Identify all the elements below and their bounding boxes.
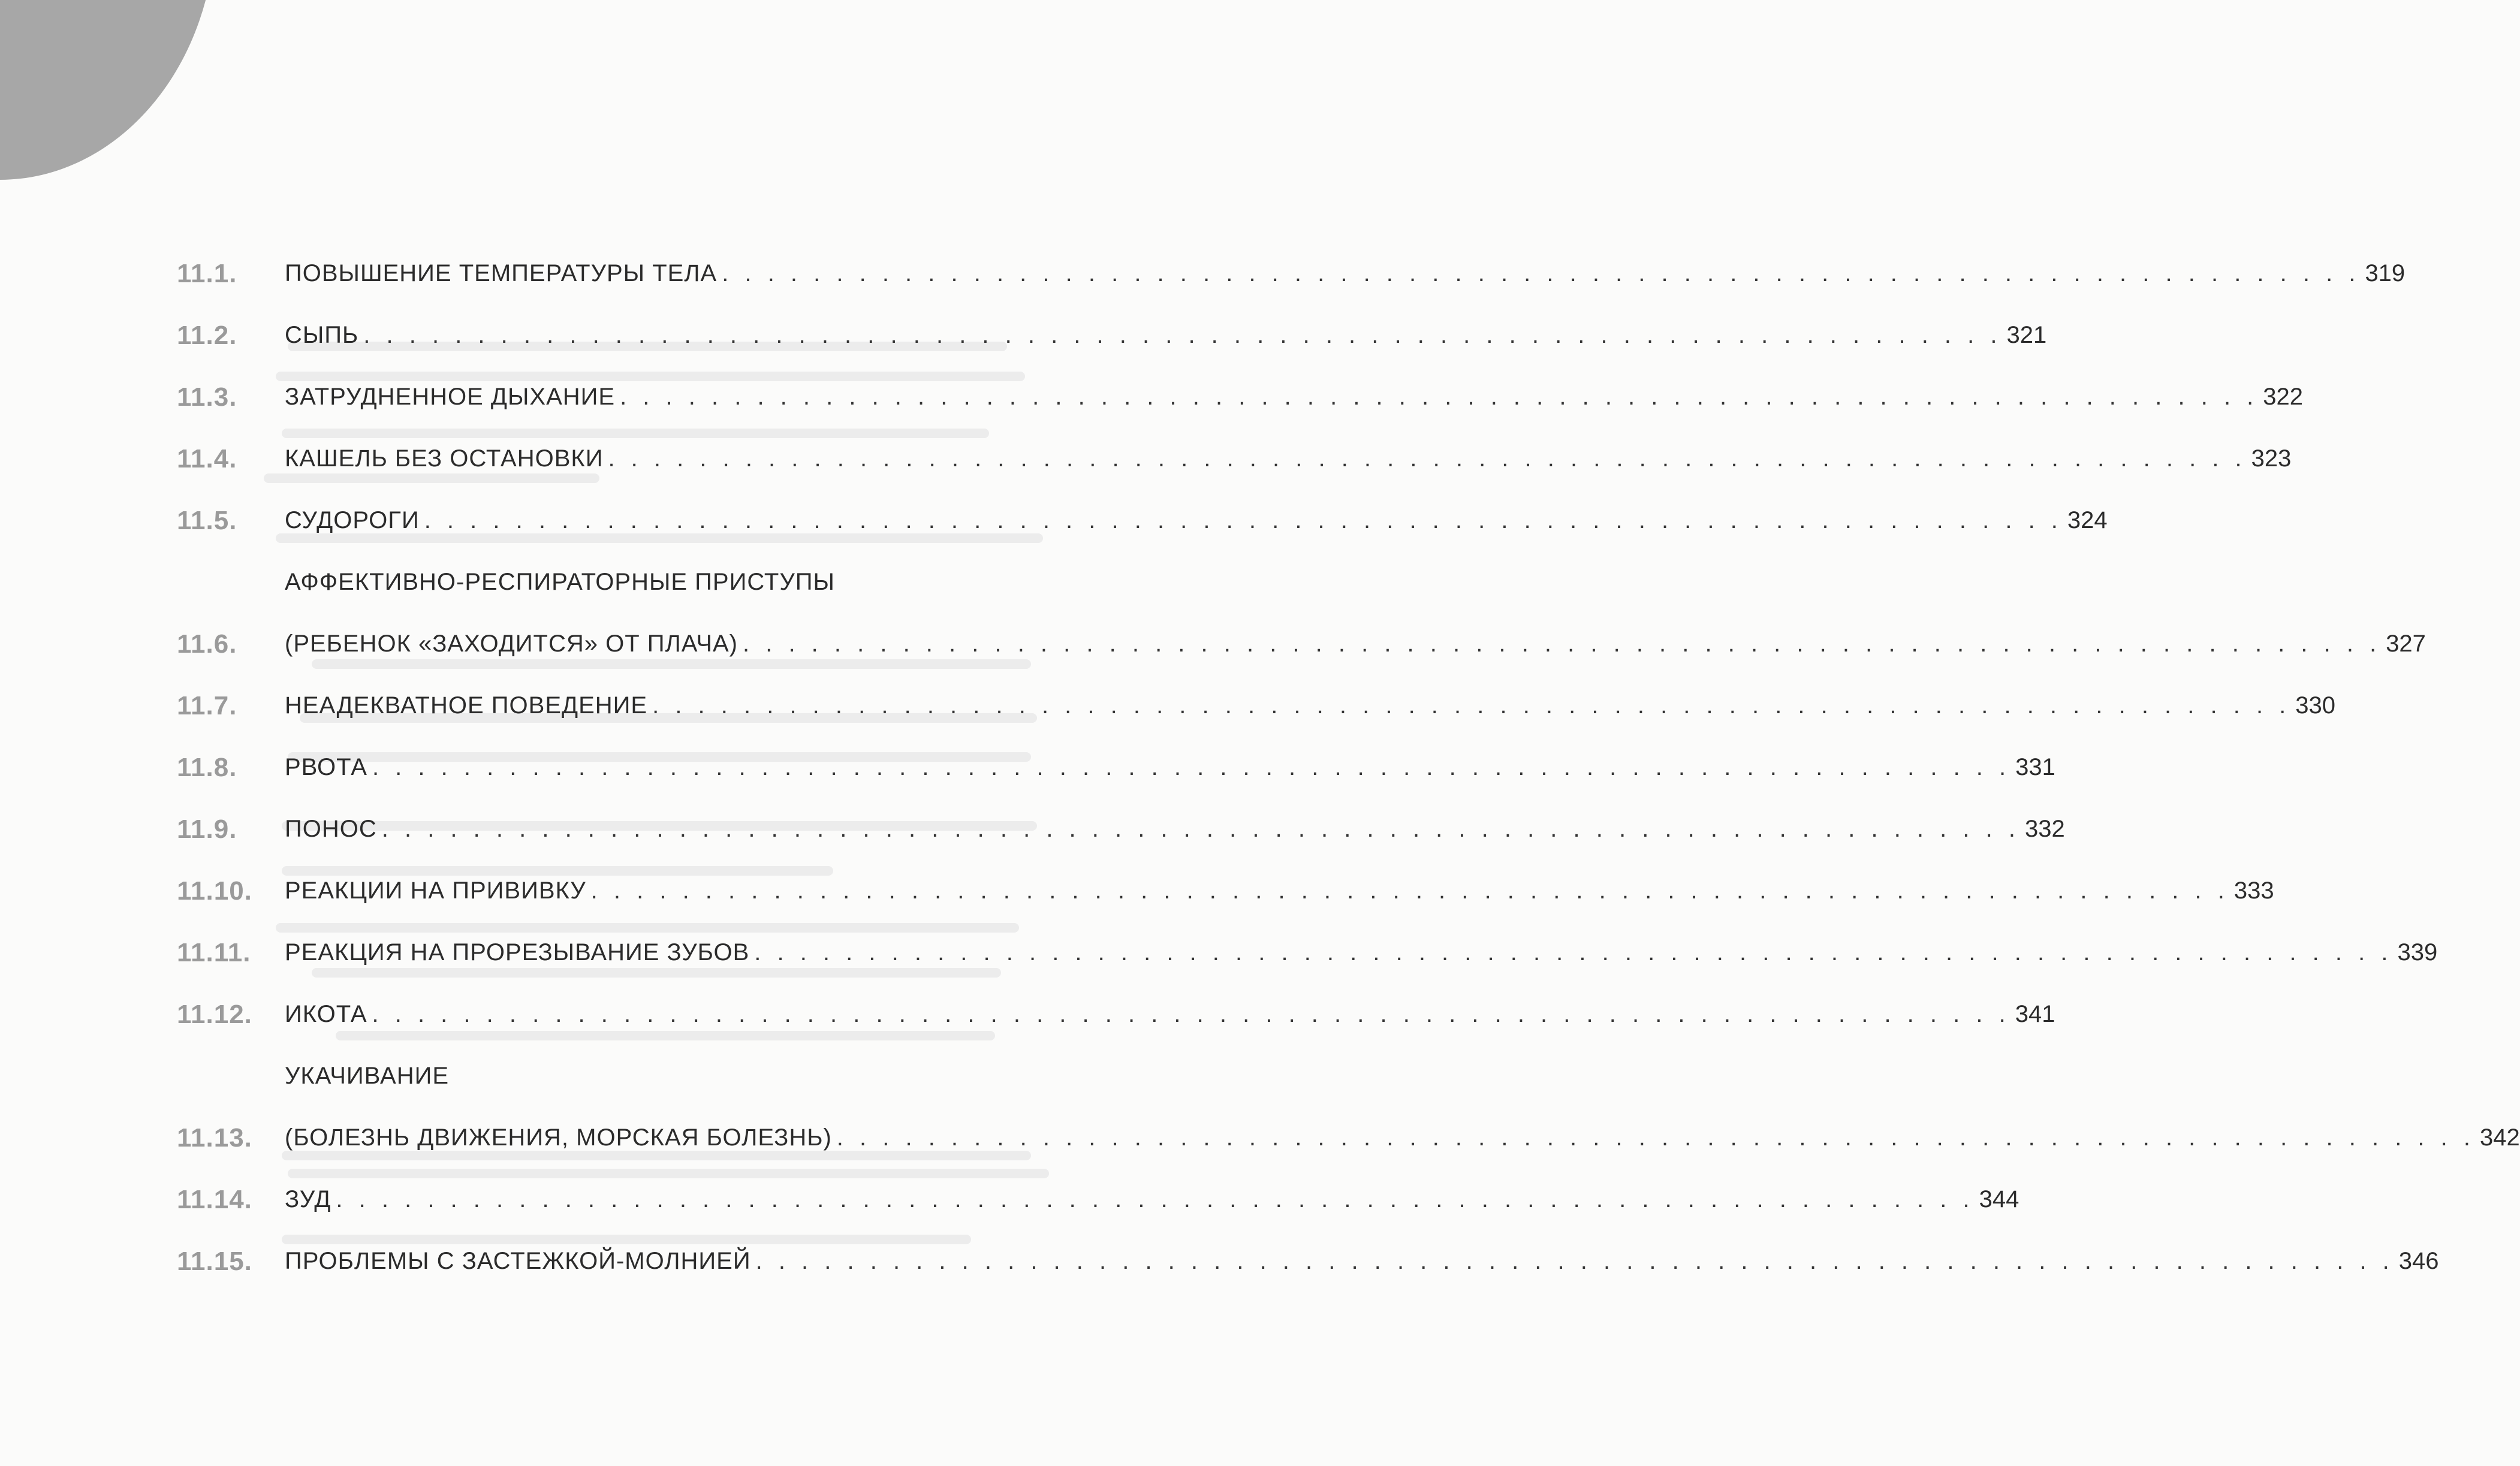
toc-entry-title: (БОЛЕЗНЬ ДВИЖЕНИЯ, МОРСКАЯ БОЛЕЗНЬ) [285, 1124, 832, 1151]
toc-entry-number: 11.3. [177, 382, 237, 412]
dot-leader [743, 613, 2381, 675]
toc-entry-number: 11.8. [177, 753, 237, 782]
toc-entry-row [285, 737, 2055, 798]
toc-entry-body [285, 490, 2108, 551]
dot-leader [382, 798, 2020, 860]
toc-entry-body [285, 1230, 2439, 1292]
toc-entry-title-line1: АФФЕКТИВНО-РЕСПИРАТОРНЫЕ ПРИСТУПЫ [285, 569, 835, 595]
toc-entry-title: ПОНОС [285, 816, 377, 842]
toc-entry-row [285, 984, 2055, 1045]
dot-leader [756, 1230, 2394, 1292]
toc-entry-title: РЕАКЦИЯ НА ПРОРЕЗЫВАНИЕ ЗУБОВ [285, 939, 750, 966]
toc-entry-title: СУДОРОГИ [285, 507, 420, 533]
toc-entry-number: 11.6. [177, 629, 237, 659]
toc-entry-page: 327 [2386, 631, 2426, 657]
toc-entry[interactable] [177, 860, 2274, 922]
toc-entry[interactable] [177, 304, 2047, 366]
toc-entry-title: ЗУД [285, 1186, 331, 1212]
toc-entry-body [285, 798, 2065, 860]
toc-entry-body [285, 737, 2055, 798]
toc-entry-row [285, 428, 2291, 490]
toc-entry-row [285, 1107, 2520, 1169]
dot-leader [652, 675, 2290, 737]
toc-entry-body [285, 1045, 2520, 1169]
toc-entry[interactable] [177, 366, 2304, 428]
toc-entry-row [285, 613, 2426, 675]
toc-entry-row [285, 366, 2303, 428]
toc-entry[interactable] [177, 922, 2438, 984]
toc-entry-page: 319 [2365, 260, 2406, 286]
toc-entry-page: 321 [2006, 322, 2047, 348]
dot-leader [363, 304, 2001, 366]
toc-entry-page: 342 [2480, 1124, 2520, 1151]
toc-entry-body [285, 551, 2426, 675]
toc-entry-number: 11.9. [177, 815, 237, 844]
toc-entry-title: ИКОТА [285, 1001, 367, 1027]
toc-entry-page: 331 [2015, 754, 2055, 780]
toc-entry-row [285, 304, 2046, 366]
toc-entry-body [285, 984, 2055, 1045]
toc-entry-number: 11.5. [177, 506, 237, 535]
toc-entry[interactable] [177, 1230, 2439, 1292]
toc-entry-title: РВОТА [285, 754, 367, 780]
toc-entry-number: 11.4. [177, 444, 237, 473]
table-of-contents [177, 243, 2520, 1292]
toc-entry-row [285, 1169, 2019, 1230]
toc-entry-row [285, 798, 2065, 860]
toc-entry-page: 339 [2397, 939, 2438, 966]
toc-entry-body [285, 304, 2046, 366]
toc-entry[interactable] [177, 551, 2426, 675]
toc-entry-title: (РЕБЕНОК «ЗАХОДИТСЯ» ОТ ПЛАЧА) [285, 631, 738, 657]
dot-leader [620, 366, 2258, 428]
toc-entry[interactable] [177, 798, 2065, 860]
dot-leader [336, 1169, 1974, 1230]
toc-entry-body [285, 428, 2291, 490]
dot-leader [372, 737, 2010, 798]
dot-leader [837, 1107, 2475, 1169]
toc-entry-title: КАШЕЛЬ БЕЗ ОСТАНОВКИ [285, 445, 604, 472]
toc-entry-number: 11.12. [177, 1000, 252, 1029]
decorative-circle [0, 0, 216, 180]
toc-entry-row [285, 860, 2274, 922]
toc-entry-number: 11.13. [177, 1123, 252, 1153]
toc-entry-page: 322 [2263, 384, 2304, 410]
dot-leader [754, 922, 2392, 984]
dot-leader [608, 428, 2246, 490]
dot-leader [424, 490, 2063, 551]
toc-entry-number: 11.7. [177, 691, 237, 720]
toc-entry-page: 332 [2024, 816, 2065, 842]
toc-entry-number: 11.15. [177, 1247, 252, 1276]
toc-entry-number: 11.10. [177, 876, 252, 906]
toc-entry-number: 11.2. [177, 321, 237, 350]
dot-leader [722, 243, 2360, 304]
toc-entry-row [285, 243, 2405, 304]
dot-leader [591, 860, 2229, 922]
toc-entry-title: НЕАДЕКВАТНОЕ ПОВЕДЕНИЕ [285, 692, 648, 719]
toc-entry-page: 330 [2295, 692, 2336, 719]
toc-entry[interactable] [177, 1045, 2520, 1169]
toc-entry[interactable] [177, 243, 2406, 304]
toc-entry-number: 11.1. [177, 259, 237, 288]
toc-entry-title: СЫПЬ [285, 322, 359, 348]
toc-entry-row [285, 490, 2108, 551]
toc-entry[interactable] [177, 737, 2055, 798]
toc-entry-body [285, 675, 2335, 737]
toc-entry-page: 333 [2233, 877, 2274, 904]
toc-entry[interactable] [177, 675, 2336, 737]
toc-entry-body [285, 1169, 2019, 1230]
toc-entry-number: 11.11. [177, 938, 251, 967]
toc-entry-number: 11.14. [177, 1185, 252, 1214]
toc-entry-page: 324 [2067, 507, 2108, 533]
toc-entry-row [285, 1230, 2439, 1292]
toc-entry-body [285, 243, 2405, 304]
toc-entry[interactable] [177, 984, 2055, 1045]
toc-entry-title: ПРОБЛЕМЫ С ЗАСТЕЖКОЙ-МОЛНИЕЙ [285, 1248, 751, 1274]
toc-entry[interactable] [177, 428, 2292, 490]
toc-entry-page: 323 [2251, 445, 2292, 472]
toc-entry-page: 346 [2398, 1248, 2439, 1274]
dot-leader [372, 984, 2010, 1045]
toc-entry-row [285, 922, 2437, 984]
toc-entry-body [285, 922, 2437, 984]
toc-entry-row [285, 675, 2335, 737]
toc-entry-title: РЕАКЦИИ НА ПРИВИВКУ [285, 877, 586, 904]
toc-entry-title: ПОВЫШЕНИЕ ТЕМПЕРАТУРЫ ТЕЛА [285, 260, 718, 286]
toc-entry[interactable] [177, 1169, 2019, 1230]
toc-entry-body [285, 860, 2274, 922]
toc-entry-body [285, 366, 2303, 428]
toc-entry-page: 341 [2015, 1001, 2055, 1027]
toc-entry-page: 344 [1979, 1186, 2019, 1212]
toc-entry[interactable] [177, 490, 2108, 551]
toc-entry-title: ЗАТРУДНЕННОЕ ДЫХАНИЕ [285, 384, 616, 410]
toc-entry-title-line1: УКАЧИВАНИЕ [285, 1063, 450, 1089]
